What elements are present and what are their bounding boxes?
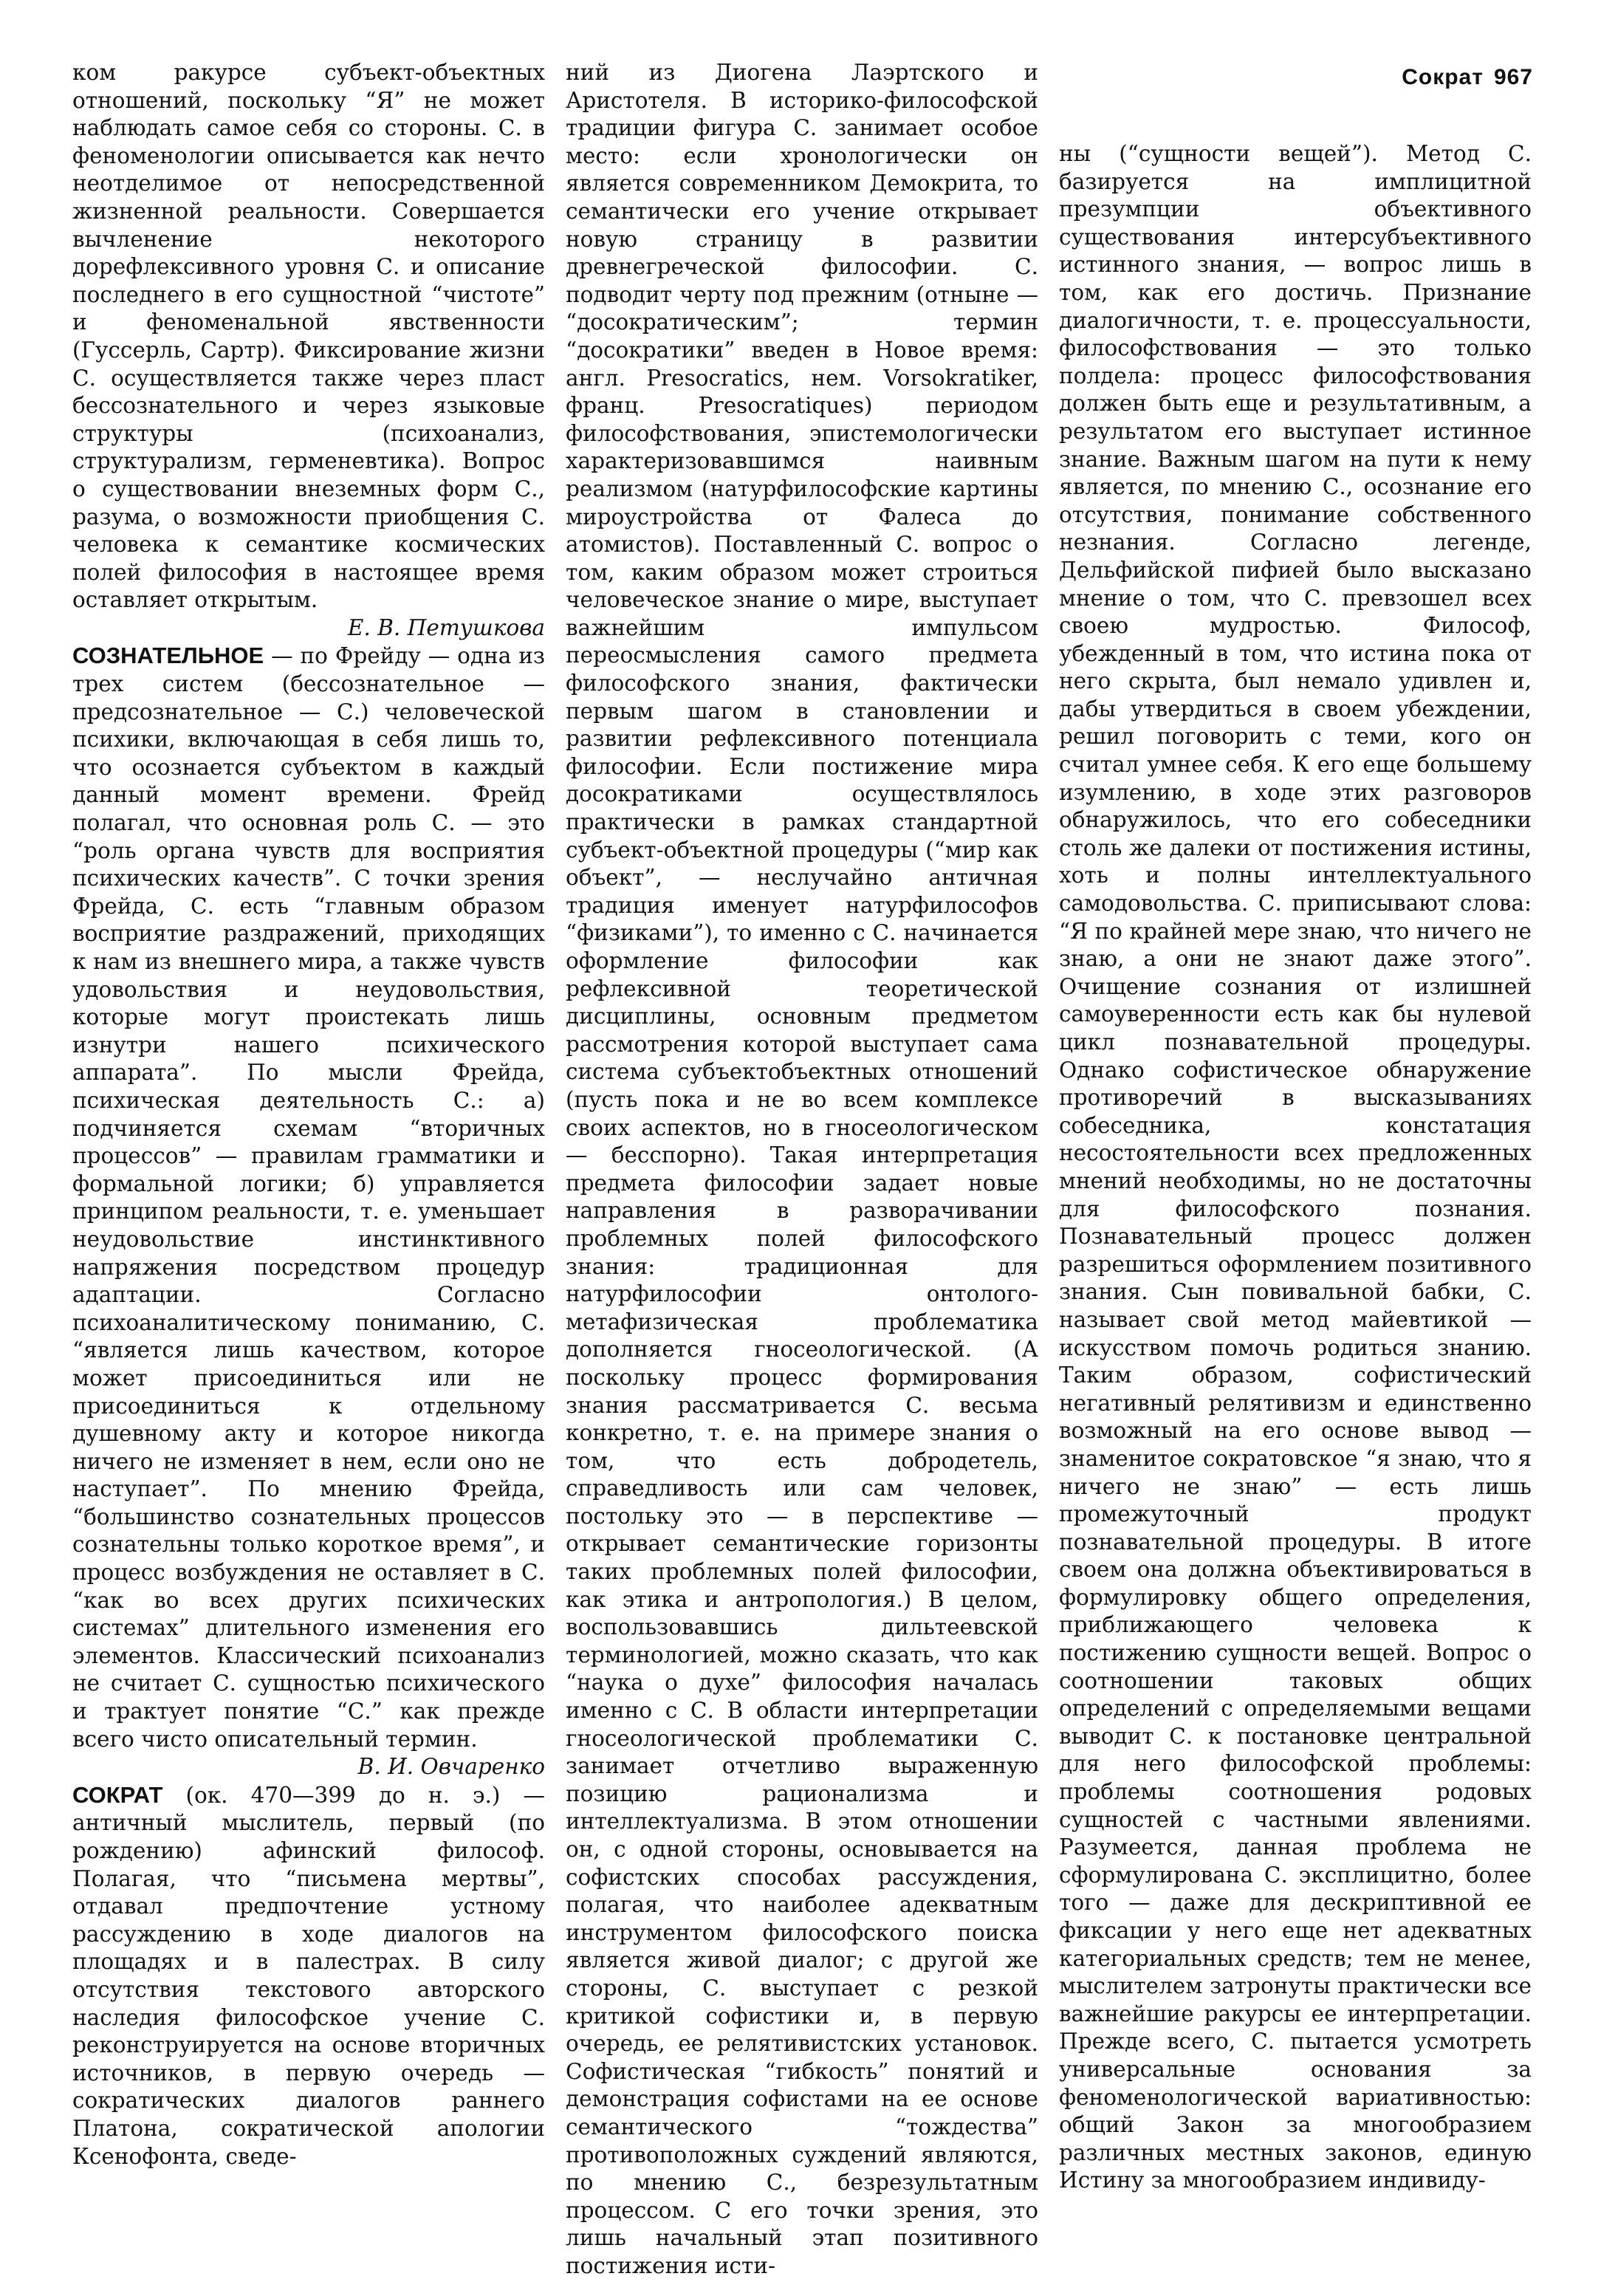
entry-text: (ок. 470—399 до н. э.) — античный мыслитель, первый (по рождению) афинский философ. Полагая, что “письмена мертвы”, отдавал предпочтение устному рассуждению в ходе диалогов на площадях и в палестрах. В силу отсутствия текстового авторского наследия философское учение С. реконструируется на основе вторичных источников, в первую очередь — сократических диалогов раннего Платона, сократической апологии Ксенофонта, сведе- bbox=[72, 1782, 545, 2169]
entry-text: — по Фрейду — одна из трех систем (бессознательное — предсознательное — С.) человеческой психики, включающая в себя лишь то, что осознается субъектом в каждый данный момент времени. Фрейд полагал, что основная роль С. — это “роль органа чувств для восприятия психических качеств”. С точки зрения Фрейда, С. есть “главным образом восприятие раздражений, приходящих к нам из внешнего мира, а также чувств удовольствия и неудовольствия, которые могут проистекать лишь изнутри нашего психического аппарата”. По мысли Фрейда, психическая деятельность С.: а) подчиняется схемам “вторичных процессов” — правилам грамматики и формальной логики; б) управляется принципом реальности, т. е. уменьшает неудовольствие инстинктивного напряжения посредством процедур адаптации. Согласно психоаналитическому пониманию, С. “является лишь качеством, которое может присоединиться или не присоединиться к отдельному душевному акту и которое никогда ничего не изменяет в нем, если оно не наступает”. По мнению Фрейда, “большинство сознательных процессов сознательны только короткое время”, и процесс возбуждения не оставляет в С. “как во всех других психических системах” длительного изменения его элементов. Классический психоанализ не считает С. сущностью психического и трактует понятие “С.” как прежде всего чисто описательный термин. bbox=[72, 643, 545, 1752]
entry-headword: СОЗНАТЕЛЬНОЕ bbox=[72, 642, 264, 669]
paragraph: ний из Диогена Лаэртского и Аристотеля. В историко-философской традиции фигура С. занимает особое место: если хронологически он является современником Демокрита, то семантически его учение открывает новую страницу в развитии древнегреческой философии. С. подводит черту под прежним (отныне — “досократическим”; термин “досократики” введен в Новое время: англ. Presocratics, нем. Vorsokratiker, франц. Presocratiques) периодом философствования, эпистемологически характеризовавшимся наивным реализмом (натурфилософские картины мироустройства от Фалеса до атомистов). Поставленный С. вопрос о том, каким образом может строиться человеческое знание о мире, выступает важнейшим импульсом переосмысления самого предмета философского знания, фактически первым шагом в становлении и развитии рефлексивного потенциала философии. Если постижение мира досократиками осуществлялось практически в рамках стандартной субъект-объектной процедуры (“мир как объект”, — неслучайно античная традиция именует натурфилософов “физиками”), то именно с С. начинается оформление философии как рефлексивной теоретической дисциплины, основным предметом рассмотрения которой выступает сама система субъектобъектных отношений (пусть пока и не во всем комплексе своих аспектов, но в гносеологическом — бесспорно). Такая интерпретация предмета философии задает новые направления в разворачивании проблемных полей философского знания: традиционная для натурфилософии онтолого-метафизическая проблематика дополняется гносеологической. (А поскольку процесс формирования знания рассматривается С. весьма конкретно, т. е. на примере знания о том, что есть добродетель, справедливость или сам человек, постольку это — в перспективе — открывает семантические горизонты таких проблемных полей философии, как этика и антропология.) В целом, воспользовавшись дильтеевской терминологией, можно сказать, что как “наука о духе” философия началась именно с С. В области интерпретации гносеологической проблематики С. занимает отчетливо выраженную позицию рационализма и интеллектуализма. В этом отношении он, с одной стороны, основывается на софистских способах рассуждения, полагая, что наиболее адекватным инструментом философского поиска является живой диалог; с другой же стороны, С. выступает с резкой критикой софистики и, в первую очередь, ее релятивистских установок. Софистическая “гибкость” понятий и демонстрация софистами на ее основе семантического “тождества” противоположных суждений являются, по мнению С., безрезультатным процессом. С его точки зрения, это лишь начальный этап позитивного постижения исти- bbox=[566, 60, 1038, 2278]
page-number: 967 bbox=[1493, 65, 1533, 89]
entry-soznatelnoe bbox=[72, 642, 545, 1753]
column-3 bbox=[1059, 140, 1532, 2195]
entry-headword: СОКРАТ bbox=[72, 1781, 163, 1808]
running-header bbox=[1402, 65, 1533, 90]
author-signature: Е. В. Петушкова bbox=[347, 614, 545, 640]
header-title: Сократ bbox=[1402, 65, 1484, 89]
column-2 bbox=[566, 59, 1038, 2280]
author-signature: В. И. Овчаренко bbox=[357, 1754, 545, 1780]
column-1 bbox=[72, 59, 545, 2170]
paragraph: ком ракурсе субъект-объектных отношений, поскольку “Я” не может наблюдать самое себя со стороны. С. в феноменологии описывается как нечто неотделимое от непосредственной жизненной реальности. Совершается вычленение некоторого дорефлексивного уровня С. и описание последнего в его сущностной “чистоте” и феноменальной явственности (Гуссерль, Сартр). Фиксирование жизни С. осуществляется также через пласт бессознательного и через языковые структуры (психоанализ, структурализм, герменевтика). Вопрос о существовании внеземных форм С., разума, о возможности приобщения С. человека к семантике космических полей философия в настоящее время оставляет открытым. bbox=[72, 60, 545, 613]
paragraph: ны (“сущности вещей”). Метод С. базируется на имплицитной презумпции объективного существования интерсубъективного истинного знания, — вопрос лишь в том, как его достичь. Признание диалогичности, т. е. процессуальности, философствования — это только полдела: процесс философствования должен быть еще и результативным, а результатом его выступает истинное знание. Важным шагом на пути к нему является, по мнению С., осознание его отсутствия, понимание собственного незнания. Согласно легенде, Дельфийской пифией было высказано мнение о том, что С. превзошел всех своею мудростью. Философ, убежденный в том, что истина пока от него скрыта, был немало удивлен и, дабы утвердиться в своем убеждении, решил поговорить с теми, кого он считал умнее себя. К его еще большему изумлению, в ходе этих разговоров обнаружилось, что его собеседники столь же далеки от постижения истины, хоть и полны интеллектуального самодовольства. С. приписывают слова: “Я по крайней мере знаю, что ничего не знаю, а они не знают даже этого”. Очищение сознания от излишней самоуверенности есть как бы нулевой цикл познавательной процедуры. Однако софистическое обнаружение противоречий в высказываниях собеседника, констатация несостоятельности всех предложенных мнений необходимы, но не достаточны для философского познания. Познавательный процесс должен разрешиться оформлением позитивного знания. Сын повивальной бабки, С. называет свой метод майевтикой — искусством помочь родиться знанию. Таким образом, софистический негативный релятивизм и единственно возможный на его основе вывод — знаменитое сократовское “я знаю, что я ничего не знаю” — есть лишь промежуточный продукт познавательной процедуры. В итоге своем она должна объективироваться в формулировку общего определения, приближающего человека к постижению сущности вещей. Вопрос о соотношении таковых общих определений с определяемыми вещами выводит С. к постановке центральной для него философской проблемы: проблемы соотношения родовых сущностей с частными явлениями. Разумеется, данная проблема не сформулирована С. эксплицитно, более того — даже для дескриптивной ее фиксации у него еще нет адекватных категориальных средств; тем не менее, мыслителем затронуты практически все важнейшие ракурсы ее интерпретации. Прежде всего, С. пытается усмотреть универсальные основания за феноменологической вариативностью: общий Закон за многообразием различных местных законов, единую Истину за многообразием индивиду- bbox=[1059, 141, 1532, 2193]
entry-sokrat bbox=[72, 1781, 545, 2170]
